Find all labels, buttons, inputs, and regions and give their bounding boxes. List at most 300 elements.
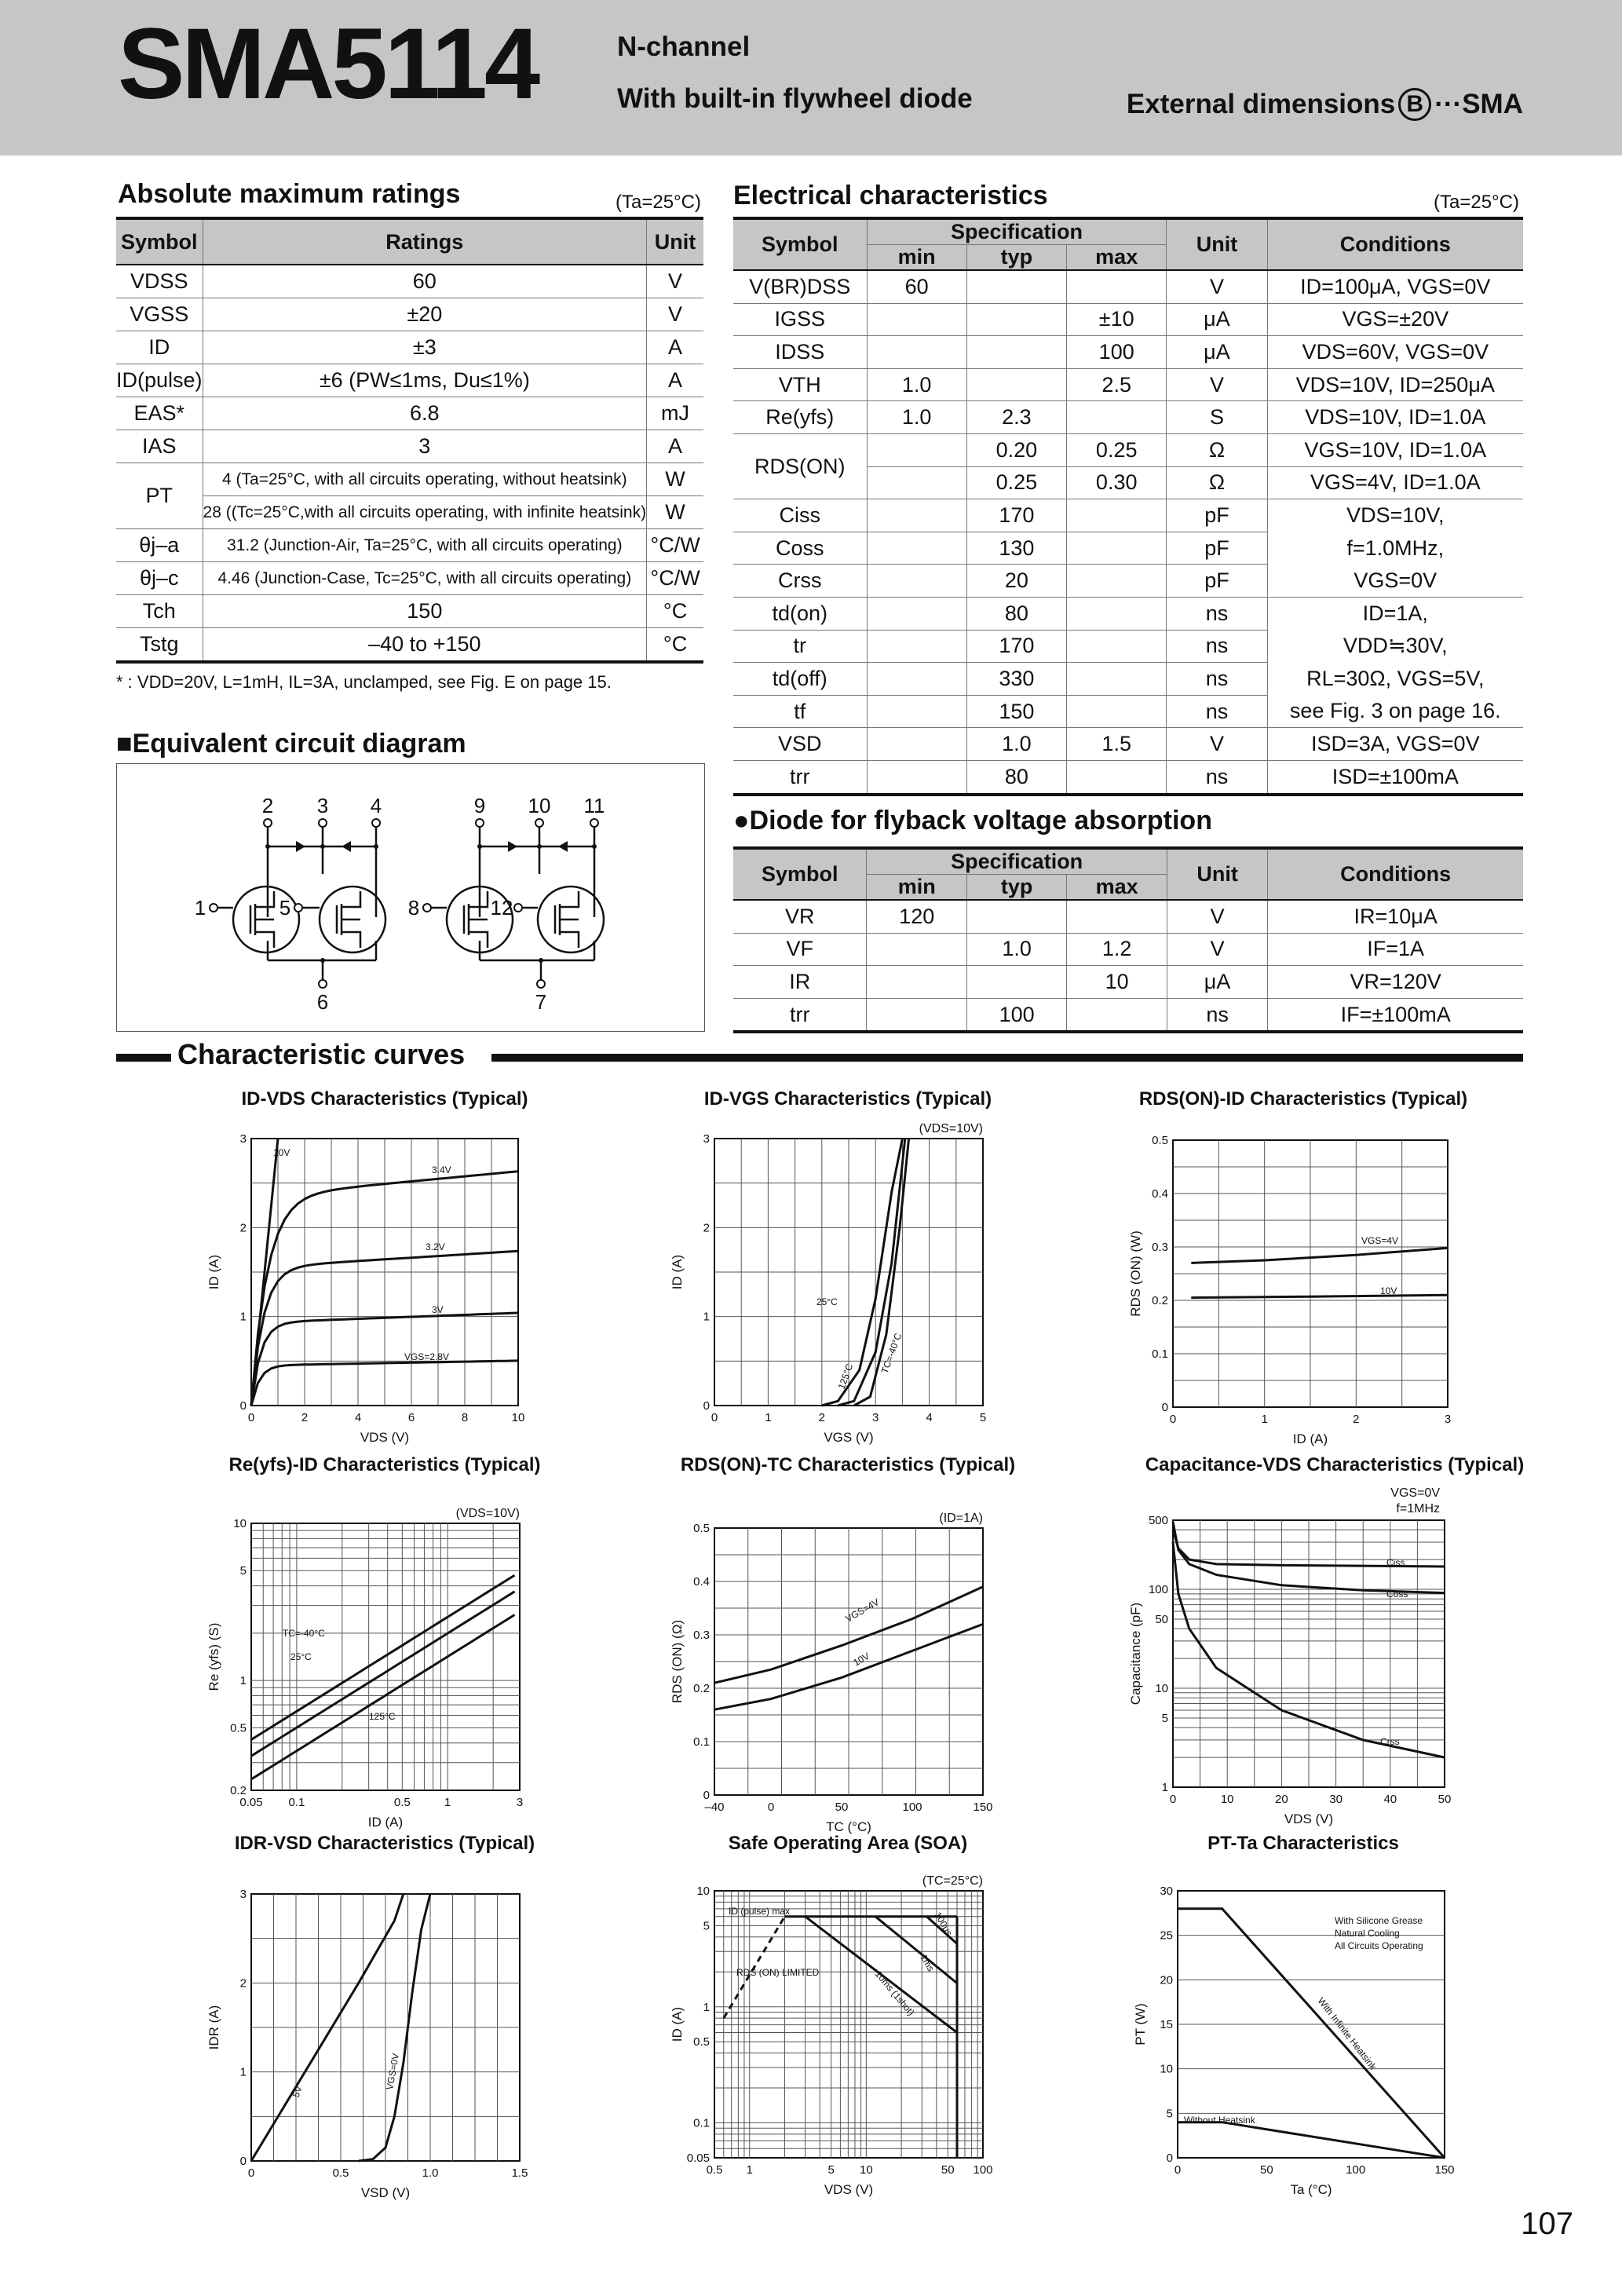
y-axis-label: IDR (A) [206,2005,221,2050]
elec-condition: VDD≒30V, [1343,634,1448,658]
elec-typ: 80 [966,760,1066,794]
curve-10v [251,1139,278,1406]
abs-symbol: ID [116,331,203,364]
x-tick-label: 40 [1383,1793,1397,1806]
label-3.4v: 3.4V [432,1164,451,1175]
y-tick-label: 0.3 [1152,1241,1168,1254]
x-tick-label: 0.5 [393,1796,411,1809]
x-tick-label: 150 [1434,2163,1455,2177]
chart-pt-ta [1133,1885,1455,2197]
diode-min [867,966,966,999]
elec-max [1067,630,1167,663]
chart-reyfs-id [206,1507,523,1830]
abs-symbol: Tstg [116,628,203,663]
elec-row [733,597,1523,630]
plot-frame [1173,1140,1448,1407]
chart6-cond1: VGS=0V [1390,1486,1440,1500]
label-vgs10: 10V [851,1650,871,1669]
label-100us: 100μs [932,1910,955,1939]
label-2.8v: VGS=2.8V [404,1351,450,1362]
curve-reyfs-1 [251,1592,515,1757]
curve-125c [822,1139,903,1406]
elec-symbol: IGSS [733,303,867,336]
elec-condition: VGS=±20V [1267,303,1523,336]
abs-symbol: θj–a [116,529,203,562]
chart7-title: IDR-VSD Characteristics (Typical) [234,1833,535,1854]
x-tick-label: 10 [860,2163,873,2177]
x-tick-label: 0 [1169,1793,1177,1806]
abs-rating: 6.8 [203,397,647,430]
elec-row [733,630,1523,663]
y-axis-label: ID (A) [670,1254,685,1290]
x-tick-label: 50 [941,2163,955,2177]
x-tick-label: 100 [1346,2163,1366,2177]
x-tick-label: 10 [511,1411,525,1424]
abs-row [116,463,703,496]
label-rds-limit: RDS (ON) LIMITED [736,1967,820,1978]
elec-typ: 130 [966,532,1066,565]
y-tick-label: 25 [1160,1929,1173,1943]
abs-row [116,430,703,463]
abs-row [116,298,703,331]
y-tick-label: 1 [703,1310,710,1324]
elec-min [867,630,966,663]
elec-min [867,597,966,630]
x-tick-label: 10 [1220,1793,1234,1806]
elec-symbol: VSD [733,728,867,761]
x-tick-label: 2 [301,1411,309,1424]
elec-typ: 0.25 [966,466,1066,499]
diode-symbol: trr [733,998,867,1032]
elec-header-unit: Unit [1167,218,1267,270]
elec-row [733,303,1523,336]
chart-rds-id [1128,1134,1451,1446]
abs-rating: –40 to +150 [203,628,647,663]
curve-3.4v [251,1172,518,1406]
chart3-title: RDS(ON)-ID Characteristics (Typical) [1138,1088,1468,1110]
elec-min [867,532,966,565]
abs-symbol: IAS [116,430,203,463]
abs-title: Absolute maximum ratings [118,179,461,209]
abs-rating: ±6 (PW≤1ms, Du≤1%) [203,364,647,397]
label-idpulse: ID (pulse) max [729,1906,791,1917]
y-tick-label: 1 [239,1674,247,1688]
diode-unit: ns [1167,998,1267,1032]
elec-condition: VDS=60V, VGS=0V [1267,336,1523,369]
abs-symbol: VDSS [116,265,203,298]
curve-without-heatsink [1178,2122,1445,2158]
x-tick-label: –40 [704,1801,725,1814]
label-crss: Crss [1380,1736,1400,1747]
abs-symbol: PT [116,463,203,529]
y-tick-label: 0.5 [693,1522,710,1535]
y-tick-label: 0.4 [693,1575,710,1589]
label-m40c: TC=-40°C [283,1628,325,1639]
y-tick-label: 0 [239,2155,247,2168]
chart-id-vds [206,1132,524,1445]
diode-typ: 1.0 [966,933,1066,966]
curve-5v [251,1894,404,2161]
equiv-circuit-diagram [117,764,704,1031]
abs-rating: 4 (Ta=25°C, with all circuits operating, without heatsink) [203,463,647,496]
y-tick-label: 0.1 [693,1735,710,1749]
diode-header-min: min [867,875,966,901]
elec-typ: 20 [966,565,1066,598]
elec-max [1067,663,1167,696]
x-tick-label: 50 [835,1801,849,1814]
curve-2.8v [251,1361,518,1406]
label-10v: 10V [273,1147,290,1158]
abs-unit: °C [647,595,703,628]
elec-unit: pF [1167,499,1267,532]
abs-rating: 150 [203,595,647,628]
elec-min: 1.0 [867,401,966,434]
diode-condition: VR=120V [1268,966,1523,999]
elec-min [867,565,966,598]
elec-unit: V [1167,270,1267,303]
equiv-title: ■Equivalent circuit diagram [116,729,466,759]
y-tick-label: 5 [1166,2107,1173,2121]
elec-min [867,433,966,466]
elec-max [1067,499,1167,532]
abs-row [116,397,703,430]
elec-min [867,336,966,369]
abs-row [116,562,703,595]
curve-1ms [875,1917,957,1983]
curve-vgs4 [1191,1248,1448,1263]
x-axis-label: VSD (V) [360,2185,411,2200]
abs-rating: 4.46 (Junction-Case, Tc=25°C, with all circuits operating) [203,562,647,595]
x-axis-label: ID (A) [1292,1431,1328,1446]
elec-min: 1.0 [867,368,966,401]
curve-crss [1173,1542,1445,1757]
y-tick-label: 15 [1160,2018,1173,2031]
ext-suffix: ···SMA [1434,89,1523,119]
y-tick-label: 1 [239,1310,247,1324]
elec-typ [966,368,1066,401]
elec-title: Electrical characteristics [733,181,1048,210]
abs-row [116,265,703,298]
elec-max: ±10 [1067,303,1167,336]
elec-unit: Ω [1167,466,1267,499]
subtitle-channel: N-channel [617,31,751,62]
elec-header-symbol: Symbol [733,218,867,270]
curves-title: Characteristic curves [177,1038,466,1070]
label-10ms: 10ms (1shot) [872,1968,917,2018]
elec-typ: 0.20 [966,433,1066,466]
label-ciss: Ciss [1386,1557,1405,1568]
pin-2: 2 [261,794,274,817]
y-tick-label: 20 [1160,1973,1173,1987]
plot-frame [1178,1891,1445,2158]
elec-unit: μA [1167,336,1267,369]
curve-infinite-heatsink [1178,1909,1445,2158]
elec-row [733,401,1523,434]
x-tick-label: 0 [1174,2163,1182,2177]
x-axis-label: VGS (V) [824,1430,874,1445]
diode-header-symbol: Symbol [733,848,867,900]
y-tick-label: 10 [233,1517,247,1530]
abs-row [116,364,703,397]
abs-note: * : VDD=20V, L=1mH, IL=3A, unclamped, see Fig. E on page 15. [116,672,612,692]
y-tick-label: 3 [239,1132,247,1146]
elec-symbol: tr [733,630,867,663]
elec-typ [966,303,1066,336]
y-tick-label: 0.5 [1152,1134,1168,1147]
x-tick-label: 5 [979,1411,987,1424]
curves-header [116,1038,1523,1076]
label-vgs4: VGS=4V [1361,1235,1399,1246]
diode-title: ●Diode for flyback voltage absorption [733,806,1212,835]
elec-condition: VGS=0V [1267,565,1523,598]
abs-unit: A [647,331,703,364]
abs-unit: °C/W [647,529,703,562]
x-tick-label: 6 [407,1411,415,1424]
abs-row [116,595,703,628]
elec-unit: pF [1167,565,1267,598]
diode-row [733,933,1523,966]
plot-frame [251,1523,520,1790]
elec-min [867,303,966,336]
y-tick-label: 10 [1160,2062,1173,2076]
diode-typ: 100 [966,998,1066,1032]
abs-header-2: Unit [647,218,703,265]
chart-idr-vsd [206,1888,528,2200]
note-circuits: All Circuits Operating [1335,1940,1423,1951]
elec-header-min: min [867,245,966,271]
elec-max [1067,401,1167,434]
label-coss: Coss [1386,1589,1408,1600]
y-tick-label: 50 [1155,1612,1168,1626]
elec-unit: ns [1167,760,1267,794]
x-tick-label: 0 [711,1411,718,1424]
elec-max [1067,270,1167,303]
abs-unit: A [647,430,703,463]
y-tick-label: 0.1 [693,2116,710,2130]
pin-5: 5 [279,896,291,919]
chart-id-vgs [670,1122,986,1445]
abs-header-1: Ratings [203,218,647,265]
curve-reyfs-0 [251,1575,515,1739]
abs-rating: 31.2 (Junction-Air, Ta=25°C, with all circuits operating) [203,529,647,562]
elec-condition: VGS=10V, ID=1.0A [1267,433,1523,466]
diode-header-unit: Unit [1167,848,1267,900]
elec-condition: VDS=10V, ID=1.0A [1267,401,1523,434]
y-tick-label: 3 [703,1132,710,1146]
equiv-circuit-box [116,763,705,1032]
curve-vgs4 [714,1587,983,1683]
elec-row [733,433,1523,466]
x-tick-label: 1.0 [422,2166,439,2180]
x-tick-label: 0 [767,1801,775,1814]
x-tick-label: 2 [1353,1413,1360,1426]
pin-4: 4 [370,794,382,817]
curve-reyfs-2 [251,1615,515,1779]
y-tick-label: 10 [1155,1682,1168,1696]
x-tick-label: 50 [1438,1793,1452,1806]
chart-rds-tc [670,1512,993,1834]
plot-frame [714,1528,983,1795]
abs-row [116,331,703,364]
x-axis-label: TC (°C) [826,1819,871,1834]
elec-max [1067,695,1167,728]
elec-max: 2.5 [1067,368,1167,401]
elec-symbol: td(on) [733,597,867,630]
label-infinite: With Infinite Heatsink [1315,1995,1379,2072]
pin-7: 7 [535,990,547,1014]
diode-symbol: IR [733,966,867,999]
diode-typ [966,900,1066,933]
x-tick-label: 1 [765,1411,772,1424]
label-125c: 125°C [369,1711,396,1722]
pin-8: 8 [407,896,420,919]
abs-rating: 3 [203,430,647,463]
elec-symbol: trr [733,760,867,794]
chart5-title: RDS(ON)-TC Characteristics (Typical) [680,1454,1016,1475]
abs-rating: ±20 [203,298,647,331]
y-tick-label: 0 [1161,1401,1168,1414]
elec-header-typ: typ [966,245,1066,271]
external-dimensions [1127,88,1523,121]
elec-symbol: Ciss [733,499,867,532]
chart4-title: Re(yfs)-ID Characteristics (Typical) [228,1454,541,1475]
abs-rating: 28 ((Tc=25°C,with all circuits operating, with infinite heatsink) [203,496,647,529]
diode-max [1067,900,1167,933]
elec-typ: 170 [966,630,1066,663]
curve-coss [1173,1522,1445,1592]
elec-row [733,695,1523,728]
label-3.2v: 3.2V [426,1241,445,1252]
abs-unit: A [647,364,703,397]
abs-ta: (Ta=25°C) [616,192,701,213]
x-tick-label: 0 [1169,1413,1177,1426]
elec-condition: VGS=4V, ID=1.0A [1267,466,1523,499]
y-tick-label: 10 [696,1885,710,1898]
elec-symbol: td(off) [733,663,867,696]
y-axis-label: ID (A) [206,1254,221,1290]
elec-symbol: V(BR)DSS [733,270,867,303]
label-25c: 25°C [290,1651,312,1662]
x-tick-label: 4 [926,1411,933,1424]
elec-unit: μA [1167,303,1267,336]
elec-max: 0.25 [1067,433,1167,466]
chart2-title: ID-VGS Characteristics (Typical) [703,1088,992,1110]
y-tick-label: 1 [1161,1781,1168,1794]
elec-typ: 2.3 [966,401,1066,434]
elec-symbol: Re(yfs) [733,401,867,434]
abs-table [116,217,703,664]
elec-condition: ID=1A, [1362,601,1428,625]
abs-rating: 60 [203,265,647,298]
elec-unit: ns [1167,695,1267,728]
abs-row [116,628,703,663]
x-tick-label: 2 [818,1411,825,1424]
abs-row [116,496,703,529]
elec-min [867,760,966,794]
label-vgs4: VGS=4V [843,1596,882,1625]
abs-symbol: VGSS [116,298,203,331]
plot-frame [714,1891,983,2158]
elec-max [1067,760,1167,794]
elec-unit: ns [1167,663,1267,696]
y-axis-label: Re (yfs) (S) [206,1622,221,1691]
diode-row [733,900,1523,933]
page-number: 107 [1521,2206,1573,2241]
abs-rating: ±3 [203,331,647,364]
abs-symbol: ID(pulse) [116,364,203,397]
x-tick-label: 1 [1261,1413,1268,1426]
elec-typ [966,270,1066,303]
elec-typ: 150 [966,695,1066,728]
elec-max [1067,565,1167,598]
elec-header-spec: Specification [867,218,1167,245]
x-tick-label: 4 [354,1411,362,1424]
elec-min [867,695,966,728]
elec-unit: ns [1167,630,1267,663]
x-tick-label: 100 [902,1801,922,1814]
abs-symbol: Tch [116,595,203,628]
y-tick-label: 0.05 [686,2152,710,2165]
y-tick-label: 0 [703,1399,710,1413]
chart4-condition: (VDS=10V) [455,1507,520,1520]
y-axis-label: PT (W) [1133,2003,1148,2046]
curve-25c [835,1139,905,1406]
diode-min [867,998,966,1032]
label-5v: 5V [290,2084,305,2100]
y-tick-label: 2 [239,1221,247,1235]
abs-unit: V [647,298,703,331]
curve-vgs0 [359,1894,430,2161]
elec-unit: Ω [1167,433,1267,466]
curve-vgs10 [1191,1295,1448,1297]
elec-unit: V [1167,368,1267,401]
x-tick-label: 1 [746,2163,753,2177]
note-grease: With Silicone Grease [1335,1915,1423,1926]
diode-header-spec: Specification [867,848,1167,875]
x-tick-label: 0.05 [239,1796,263,1809]
x-axis-label: ID (A) [367,1815,404,1830]
diode-header-max: max [1067,875,1167,901]
y-tick-label: 0.3 [693,1629,710,1642]
elec-header-max: max [1067,245,1167,271]
chart2-condition: (VDS=10V) [919,1122,983,1135]
x-axis-label: VDS (V) [1284,1812,1334,1826]
diode-max: 10 [1067,966,1167,999]
elec-row [733,760,1523,794]
elec-condition: f=1.0MHz, [1346,536,1445,560]
elec-max: 100 [1067,336,1167,369]
elec-typ [966,336,1066,369]
label-25c: 25°C [816,1296,838,1307]
diode-unit: V [1167,933,1267,966]
diode-row [733,998,1523,1032]
elec-max: 0.30 [1067,466,1167,499]
label-125c: 125°C [835,1362,856,1391]
diode-min [867,933,966,966]
diode-typ [966,966,1066,999]
elec-unit: ns [1167,597,1267,630]
x-tick-label: 100 [973,2163,993,2177]
y-tick-label: 0.1 [1152,1347,1168,1361]
abs-unit: V [647,265,703,298]
elec-condition: ISD=±100mA [1267,760,1523,794]
elec-max [1067,532,1167,565]
label-1ms: 1ms [918,1952,937,1974]
diode-header-conditions: Conditions [1268,848,1523,900]
elec-condition: VDS=10V, [1346,503,1445,528]
abs-unit: °C [647,628,703,663]
curve-ciss [1173,1530,1445,1567]
